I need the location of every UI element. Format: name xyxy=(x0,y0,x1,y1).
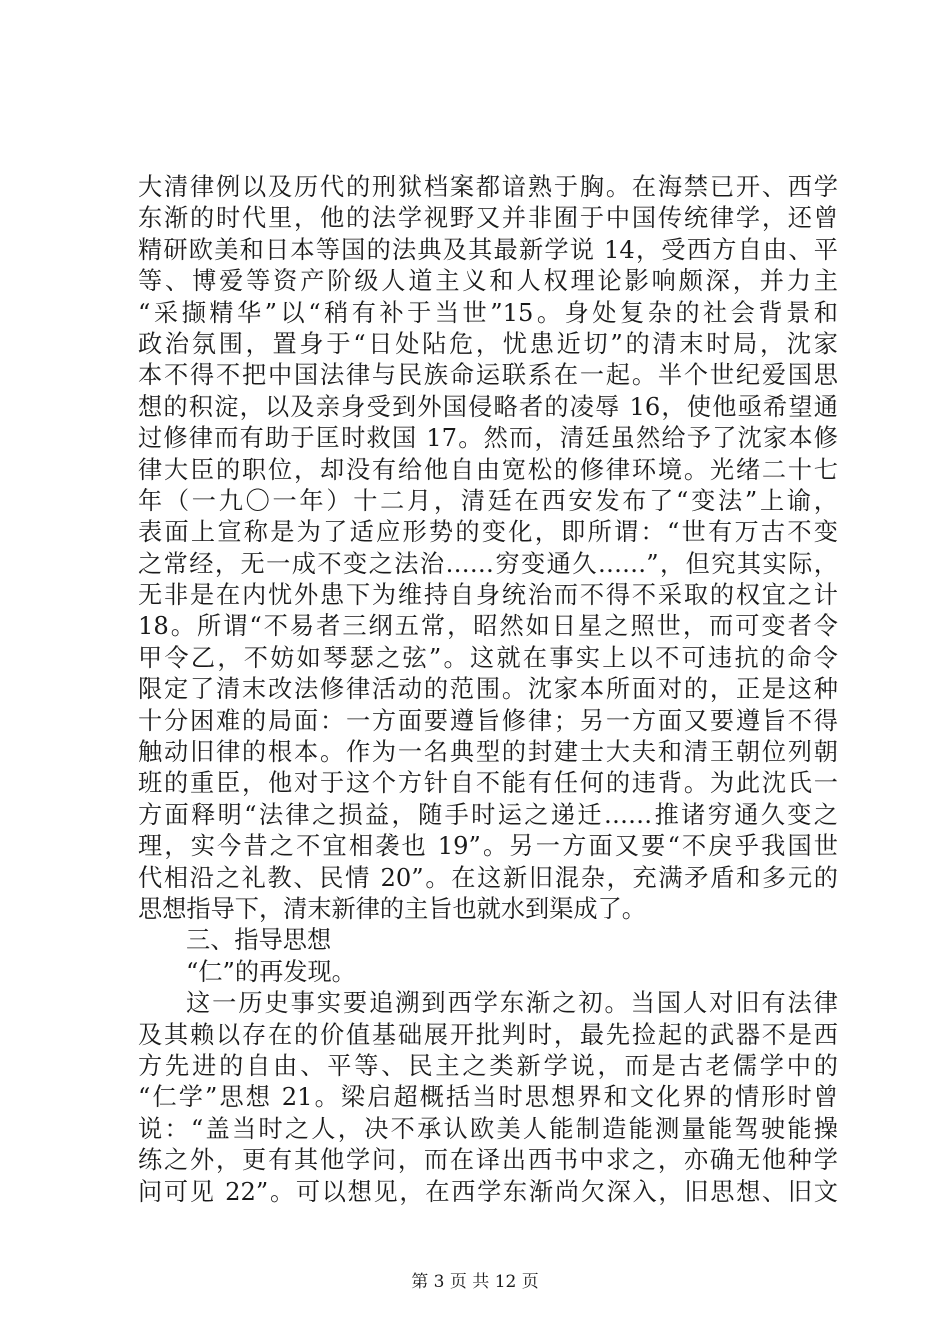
text-line: 年（一九〇一年）十二月，清廷在西安发布了“变法”上谕， xyxy=(138,486,838,515)
page-number: 第 3 页 共 12 页 xyxy=(411,1272,539,1292)
body-text xyxy=(138,172,838,1208)
text-line: 本不得不把中国法律与民族命运联系在一起。半个世纪爱国思 xyxy=(138,361,838,390)
text-line: 方先进的自由、平等、民主之类新学说，而是古老儒学中的 xyxy=(138,1051,838,1080)
text-line: 甲令乙，不妨如琴瑟之弦”。这就在事实上以不可违抗的命令 xyxy=(138,643,838,672)
text-line: 说：“盖当时之人，决不承认欧美人能制造能测量能驾驶能操 xyxy=(138,1114,838,1143)
text-line: 练之外，更有其他学问，而在译出西书中求之，亦确无他种学 xyxy=(138,1146,838,1175)
text-line: 精研欧美和日本等国的法典及其最新学说 14，受西方自由、平 xyxy=(138,235,838,264)
text-line: 之常经，无一成不变之法治……穷变通久……”，但究其实际， xyxy=(138,549,838,578)
text-line: 过修律而有助于匡时救国 17。然而，清廷虽然给予了沈家本修 xyxy=(138,424,838,453)
text-line: 政治氛围，置身于“日处阽危，忧患近切”的清末时局，沈家 xyxy=(138,329,838,358)
text-line: 表面上宣称是为了适应形势的变化，即所谓：“世有万古不变 xyxy=(138,518,838,547)
text-line: 班的重臣，他对于这个方针自不能有任何的违背。为此沈氏一 xyxy=(138,769,838,798)
section-heading: 三、指导思想 xyxy=(186,926,332,955)
text-line: 想的积淀，以及亲身受到外国侵略者的凌辱 16，使他亟希望通 xyxy=(138,392,838,421)
subsection-heading: “仁”的再发现。 xyxy=(186,957,356,986)
text-line: 代相沿之礼教、民情 20”。在这新旧混杂，充满矛盾和多元的 xyxy=(138,863,838,892)
text-line: 18。所谓“不易者三纲五常，昭然如日星之照世，而可变者令 xyxy=(138,612,838,641)
text-line: 东渐的时代里，他的法学视野又并非囿于中国传统律学，还曾 xyxy=(138,204,838,233)
text-line: 律大臣的职位，却没有给他自由宽松的修律环境。光绪二十七 xyxy=(138,455,838,484)
text-line: 方面释明“法律之损益，随手时运之递迁……推诸穷通久变之 xyxy=(138,800,838,829)
text-line: 问可见 22”。可以想见，在西学东渐尚欠深入，旧思想、旧文 xyxy=(138,1177,838,1206)
text-line: 思想指导下，清末新律的主旨也就水到渠成了。 xyxy=(138,894,646,923)
text-line: 理，实今昔之不宜相袭也 19”。另一方面又要“不戾乎我国世 xyxy=(138,832,838,861)
text-line: 限定了清末改法修律活动的范围。沈家本所面对的，正是这种 xyxy=(138,675,838,704)
text-line: “采撷精华”以“稍有补于当世”15。身处复杂的社会背景和 xyxy=(138,298,838,327)
text-line: 触动旧律的根本。作为一名典型的封建士大夫和清王朝位列朝 xyxy=(138,738,838,767)
page-footer xyxy=(0,1271,950,1293)
text-line: 及其赖以存在的价值基础展开批判时，最先捡起的武器不是西 xyxy=(138,1020,838,1049)
text-line: 无非是在内忧外患下为维持自身统治而不得不采取的权宜之计 xyxy=(138,581,838,610)
text-line: 等、博爱等资产阶级人道主义和人权理论影响颇深，并力主 xyxy=(138,267,838,296)
text-line: 十分困难的局面：一方面要遵旨修律；另一方面又要遵旨不得 xyxy=(138,706,838,735)
text-line: 大清律例以及历代的刑狱档案都谙熟于胸。在海禁已开、西学 xyxy=(138,173,838,201)
text-line: “仁学”思想 21。梁启超概括当时思想界和文化界的情形时曾 xyxy=(138,1083,838,1112)
text-line: 这一历史事实要追溯到西学东渐之初。当国人对旧有法律 xyxy=(186,989,838,1018)
